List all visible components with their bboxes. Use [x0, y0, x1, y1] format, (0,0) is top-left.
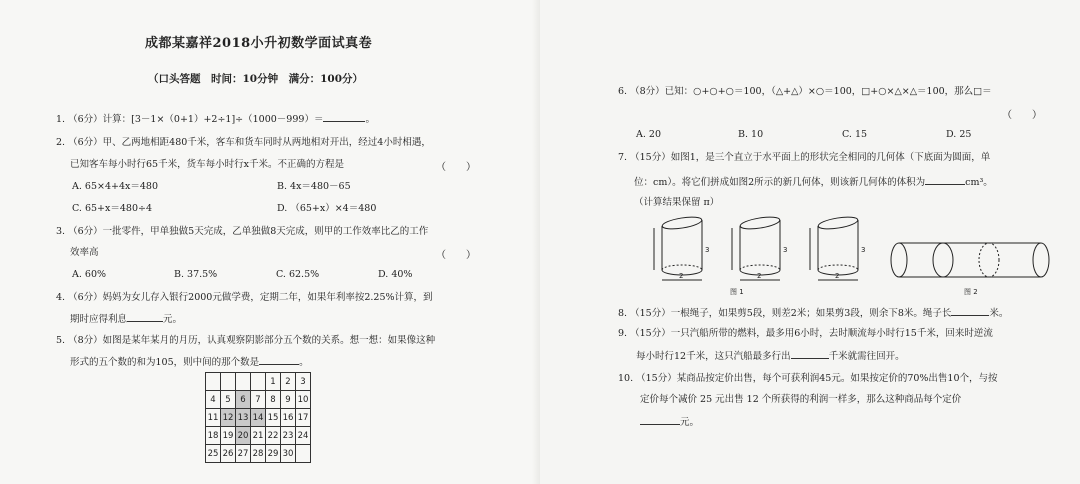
calendar-row: [206, 373, 311, 391]
option-d: D. （65+x）×4＝480: [277, 203, 377, 214]
option-a: A. 60%: [72, 269, 107, 280]
question-10-line-2: 定价每个减价 25 元出售 12 个所获得的利润一样多，那么这种商品每个定价: [640, 394, 962, 405]
calendar-cell: 25: [206, 445, 221, 463]
calendar-cell: 18: [206, 427, 221, 445]
question-number: 6.: [618, 86, 628, 97]
option-a: A. 65×4+4x＝480: [72, 181, 158, 192]
calendar-row: [206, 427, 311, 445]
calendar-cell-shaded: 20: [236, 427, 251, 445]
calendar-cell: 10: [296, 391, 311, 409]
question-1: [56, 111, 375, 126]
question-text: 形式的五个数的和为105，则中间的那个数是: [70, 357, 260, 368]
option-d: D. 40%: [378, 269, 413, 280]
figure-1-solids: [650, 212, 885, 282]
calendar-cell: 21: [251, 427, 266, 445]
option-c: C. 62.5%: [276, 269, 320, 280]
question-7-line-1: [618, 151, 990, 164]
question-10-line-3: [640, 414, 699, 429]
seam-2: [979, 243, 999, 277]
answer-blank: [323, 111, 365, 122]
question-text: （15分）一根绳子，如果剪5段，则差2米；如果剪3段，则余下8米。绳子长: [630, 308, 952, 319]
question-number: 1.: [56, 114, 66, 125]
question-text: （15分）某商品按定价出售，每个可获利润45元。如果按定价的70%出售10个，与按: [636, 373, 998, 384]
exam-subtitle: （口头答题 时间：10分钟 满分：100分）: [148, 73, 364, 85]
right-page: [540, 0, 1080, 484]
unit-text: cm³。: [965, 177, 993, 188]
dimension-label: 3: [861, 246, 866, 254]
calendar-cell: 16: [281, 409, 296, 427]
answer-paren: （ ）: [1002, 110, 1042, 121]
calendar-cell-shaded: 12: [221, 409, 236, 427]
option-d: D. 25: [946, 129, 972, 140]
question-3-line-1: [56, 225, 428, 238]
question-9-line-1: [618, 327, 993, 340]
exam-title: 成都某嘉祥2018小升初数学面试真卷: [145, 36, 373, 51]
question-tail: 。: [299, 357, 309, 368]
calendar-grid: [205, 372, 311, 463]
option-c: C. 15: [842, 129, 868, 140]
dimension-label: 3: [705, 246, 710, 254]
question-2-line-1: [56, 136, 431, 149]
calendar-cell: 27: [236, 445, 251, 463]
question-text: 位：cm）。将它们拼成如图2所示的新几何体，则该新几何体的体积为: [634, 177, 926, 188]
question-number: 3.: [56, 226, 66, 237]
calendar-row: [206, 409, 311, 427]
answer-blank: [640, 414, 680, 425]
question-4-line-2: [70, 311, 182, 326]
hidden-edge: [740, 265, 780, 270]
slanted-top: [661, 215, 702, 231]
question-number: 2.: [56, 137, 66, 148]
question-3-line-2: 效率高: [70, 247, 99, 258]
calendar-cell: 22: [266, 427, 281, 445]
question-text: （6分）计算：[3－1×（0+1）+2÷1]÷（1000－999）＝: [68, 114, 324, 125]
calendar-cell-shaded: 14: [251, 409, 266, 427]
question-tail: 。: [365, 114, 375, 125]
question-text: （8分）已知：○+○+○＝100，（△+△）×○＝100，□+○×△×△＝100，那么□＝: [630, 86, 992, 97]
question-number: 7.: [618, 152, 628, 163]
calendar-cell: 5: [221, 391, 236, 409]
answer-blank: [951, 305, 989, 316]
calendar-cell: 7: [251, 391, 266, 409]
question-4-line-1: [56, 291, 433, 304]
calendar-cell: 8: [266, 391, 281, 409]
calendar-cell: 1: [266, 373, 281, 391]
figure-2-caption: 图 2: [964, 288, 978, 296]
calendar-cell: 2: [281, 373, 296, 391]
question-text: （6分）妈妈为女儿存入银行2000元做学费，定期二年，如果年利率按2.25%计算，到: [68, 292, 433, 303]
calendar-cell: [221, 373, 236, 391]
question-number: 4.: [56, 292, 66, 303]
question-text: （6分）甲、乙两地相距480千米，客车和货车同时从两地相对开出，经过4小时相遇，: [68, 137, 431, 148]
dimension-label: 3: [783, 246, 788, 254]
seam-1: [933, 243, 953, 277]
question-tail: 元。: [163, 314, 183, 325]
question-tail: 元。: [680, 417, 700, 428]
figure-1-caption: 图 1: [730, 288, 744, 296]
option-b: B. 10: [738, 129, 764, 140]
option-b: B. 4x＝480－65: [277, 181, 351, 192]
calendar-cell: 26: [221, 445, 236, 463]
question-tail: 千米就需往回开。: [828, 351, 905, 362]
calendar-cell: [251, 373, 266, 391]
slanted-top: [817, 215, 858, 231]
question-number: 10.: [618, 373, 634, 384]
calendar-cell: 28: [251, 445, 266, 463]
question-number: 9.: [618, 328, 628, 339]
question-7-line-3: （计算结果保留 π）: [634, 197, 720, 208]
dimension-label: 2: [757, 272, 762, 280]
question-number: 5.: [56, 335, 66, 346]
answer-paren: （ ）: [436, 250, 476, 261]
calendar-cell: 11: [206, 409, 221, 427]
question-tail: 米。: [989, 308, 1009, 319]
option-a: A. 20: [636, 129, 661, 140]
calendar-cell: 4: [206, 391, 221, 409]
hidden-edge: [818, 265, 858, 270]
answer-blank: [127, 311, 163, 322]
calendar-cell: 3: [296, 373, 311, 391]
calendar-cell: 17: [296, 409, 311, 427]
calendar-cell: 9: [281, 391, 296, 409]
question-text: （15分）一只汽船所带的燃料，最多用6小时，去时顺流每小时行15千米，回来时逆流: [630, 328, 993, 339]
calendar-row: [206, 391, 311, 409]
answer-blank: [791, 348, 829, 359]
calendar-cell: 30: [281, 445, 296, 463]
question-text: 每小时行12千米，这只汽船最多行出: [636, 351, 791, 362]
calendar-cell: 23: [281, 427, 296, 445]
question-text: 期时应得利息: [70, 314, 128, 325]
slanted-top: [739, 215, 780, 231]
question-10-line-1: [618, 372, 998, 385]
question-5-line-2: [70, 354, 309, 369]
calendar-cell: 24: [296, 427, 311, 445]
left-end-face: [891, 243, 907, 277]
right-end-face: [1033, 243, 1049, 277]
calendar-cell: 29: [266, 445, 281, 463]
calendar-cell: [206, 373, 221, 391]
calendar-cell: 15: [266, 409, 281, 427]
answer-blank: [925, 174, 965, 185]
question-9-line-2: [636, 348, 905, 363]
question-8: [618, 305, 1008, 320]
calendar-cell: [236, 373, 251, 391]
answer-paren: （ ）: [436, 162, 476, 173]
question-6: [618, 85, 992, 98]
answer-blank: [259, 354, 299, 365]
dimension-label: 2: [835, 272, 840, 280]
calendar-cell-shaded: 6: [236, 391, 251, 409]
figure-2-solid: [885, 238, 1055, 282]
question-number: 8.: [618, 308, 628, 319]
dimension-label: 2: [679, 272, 684, 280]
question-5-line-1: [56, 334, 435, 347]
calendar-cell: [296, 445, 311, 463]
calendar-cell-shaded: 13: [236, 409, 251, 427]
calendar-row: [206, 445, 311, 463]
question-7-line-2: [634, 174, 993, 189]
question-text: （8分）如图是某年某月的月历，认真观察阴影部分五个数的关系。想一想：如果像这种: [68, 335, 436, 346]
calendar-cell: 19: [221, 427, 236, 445]
hidden-edge: [662, 265, 702, 270]
question-2-line-2: 已知客车每小时行65千米，货车每小时行x千米。不正确的方程是: [70, 159, 344, 170]
question-text: （15分）如图1，是三个直立于水平面上的形状完全相同的几何体（下底面为圆面，单: [630, 152, 991, 163]
question-text: （6分）一批零件，甲单独做5天完成，乙单独做8天完成，则甲的工作效率比乙的工作: [68, 226, 429, 237]
option-c: C. 65+x＝480÷4: [72, 203, 153, 214]
option-b: B. 37.5%: [174, 269, 218, 280]
